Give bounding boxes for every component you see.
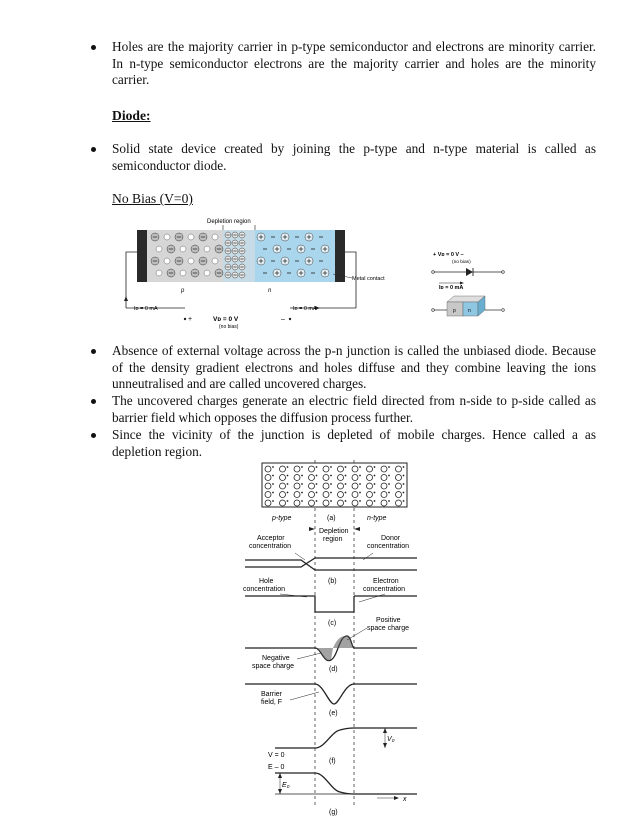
d-label: (d)	[329, 666, 338, 673]
free-electron	[345, 483, 347, 485]
free-hole	[272, 475, 274, 477]
diode-bullet	[91, 141, 596, 174]
pn-block-p: p	[453, 308, 456, 314]
bullet-dot	[91, 147, 96, 152]
free-electron	[388, 475, 390, 477]
vo-label: V₀	[387, 736, 395, 743]
acceptor-ion	[215, 245, 223, 253]
junction-profile-figure	[235, 460, 425, 820]
x-axis-label: x	[403, 796, 407, 803]
free-electron	[403, 492, 405, 494]
free-hole	[301, 466, 303, 468]
bullet-dot	[91, 45, 96, 50]
carriers-bullet	[91, 39, 596, 89]
free-hole	[330, 466, 332, 468]
acceptor-ion	[167, 269, 175, 277]
p-type-label: p-type	[272, 515, 292, 522]
free-electron	[403, 500, 405, 502]
free-hole	[287, 483, 289, 485]
negative-label: Negative	[262, 655, 290, 662]
no-bias-heading: No Bias (V=0)	[112, 191, 193, 206]
depletion-ion	[232, 272, 238, 278]
depletion-region-label: Depletion region	[207, 219, 251, 225]
free-hole	[330, 492, 332, 494]
acceptor-ion	[191, 269, 199, 277]
free-electron	[374, 475, 376, 477]
free-hole	[301, 483, 303, 485]
depletion-ion	[239, 240, 245, 246]
hole	[212, 258, 218, 264]
free-electron	[374, 483, 376, 485]
donor-ion	[281, 257, 289, 265]
depletion-ion	[232, 232, 238, 238]
depletion-ion	[225, 248, 231, 254]
n-type-label: n-type	[367, 515, 387, 522]
free-electron	[374, 492, 376, 494]
donor-ion	[257, 257, 265, 265]
diode-symbol-voltage: + Vᴅ = 0 V –	[433, 252, 464, 258]
no-bias-label: (no bias)	[219, 324, 239, 330]
acceptor-ion	[175, 233, 183, 241]
bullet-text: Absence of external voltage across the p-n junction is called the unbiased diode. Because of the density gradient electrons and holes diffuse and they combine leaving the ions unneutralised and are called uncovered charges.	[112, 343, 596, 392]
hole-label: Hole	[259, 578, 274, 585]
bullet-text: Holes are the majority carrier in p-type semiconductor and electrons are minority carrier. In n-type semiconductor electrons are the majority carrier and holes are the minority carrier.	[112, 39, 596, 88]
pn-junction-figure	[115, 212, 520, 332]
hole	[180, 246, 186, 252]
depletion-label: Depletion	[319, 528, 349, 535]
bullet-dot	[91, 399, 96, 404]
free-electron	[388, 483, 390, 485]
negative-charge-label: space charge	[252, 663, 295, 670]
diode-symbol-no-bias: (no bias)	[452, 260, 471, 265]
plus-terminal: +	[188, 316, 193, 323]
donor-ion	[273, 269, 281, 277]
acceptor-label: Acceptor	[257, 535, 285, 542]
hole	[156, 270, 162, 276]
free-electron	[374, 500, 376, 502]
free-electron	[388, 492, 390, 494]
free-hole	[316, 492, 318, 494]
barrier-field-bullet	[91, 393, 596, 426]
depletion-ion	[239, 256, 245, 262]
free-electron	[359, 483, 361, 485]
depletion-ion	[225, 240, 231, 246]
a-label: (a)	[327, 515, 336, 522]
donor-label: Donor	[381, 535, 401, 542]
barrier-label: Barrier	[261, 691, 283, 698]
free-electron	[345, 466, 347, 468]
depletion-ion	[239, 272, 245, 278]
donor-ion	[305, 233, 313, 241]
free-electron	[388, 500, 390, 502]
depletion-ion	[239, 232, 245, 238]
free-electron	[374, 466, 376, 468]
donor-ion	[257, 233, 265, 241]
hole-conc-label: concentration	[243, 586, 286, 593]
donor-ion	[305, 257, 313, 265]
free-electron	[359, 466, 361, 468]
positive-label: Positive	[376, 617, 401, 624]
bullet-text: Since the vicinity of the junction is depleted of mobile charges. Hence called a as depletion region.	[112, 427, 596, 459]
hole	[180, 270, 186, 276]
b-label: (b)	[328, 578, 337, 585]
f-label: (f)	[329, 758, 336, 765]
acceptor-ion	[215, 269, 223, 277]
e0-label: E – 0	[268, 764, 285, 771]
free-electron	[403, 466, 405, 468]
depletion-ion	[239, 248, 245, 254]
free-hole	[316, 483, 318, 485]
free-hole	[287, 492, 289, 494]
free-hole	[301, 492, 303, 494]
free-electron	[403, 483, 405, 485]
hole	[188, 258, 194, 264]
acceptor-conc-label: concentration	[249, 543, 292, 550]
free-electron	[345, 500, 347, 502]
hole	[204, 270, 210, 276]
metal-contact-label: Metal contact	[352, 276, 385, 282]
free-hole	[330, 500, 332, 502]
hole	[212, 234, 218, 240]
free-hole	[287, 500, 289, 502]
free-hole	[272, 483, 274, 485]
diode-symbol-current: Iᴅ = 0 mA	[439, 285, 464, 291]
free-hole	[287, 475, 289, 477]
donor-ion	[321, 245, 329, 253]
depletion-ion	[225, 264, 231, 270]
acceptor-ion	[151, 233, 159, 241]
depletion-bullet	[91, 427, 596, 460]
free-hole	[316, 475, 318, 477]
diode-heading: Diode:	[112, 108, 151, 123]
electron-label: Electron	[373, 578, 399, 585]
acceptor-ion	[175, 257, 183, 265]
free-electron	[403, 475, 405, 477]
donor-ion	[297, 245, 305, 253]
c-label: (c)	[328, 620, 337, 627]
depletion-ion	[232, 256, 238, 262]
depletion-ion	[232, 240, 238, 246]
id-right-label: Iᴅ = 0 mA	[293, 306, 317, 312]
v0-label: V = 0	[268, 752, 285, 759]
acceptor-ion	[199, 257, 207, 265]
free-hole	[316, 466, 318, 468]
vd-label: Vᴅ = 0 V	[213, 316, 239, 323]
free-electron	[345, 475, 347, 477]
depletion-ion	[225, 232, 231, 238]
hole	[164, 258, 170, 264]
free-hole	[272, 466, 274, 468]
bullet-text: Solid state device created by joining the p-type and n-type material is called as semiconductor diode.	[112, 141, 596, 173]
free-hole	[330, 475, 332, 477]
donor-ion	[321, 269, 329, 277]
free-hole	[301, 500, 303, 502]
positive-charge-label: space charge	[367, 625, 410, 632]
unbiased-bullet	[91, 343, 596, 393]
free-electron	[345, 492, 347, 494]
hole	[164, 234, 170, 240]
acceptor-ion	[199, 233, 207, 241]
donor-conc-label: concentration	[367, 543, 410, 550]
depletion-ion	[225, 256, 231, 262]
free-hole	[287, 466, 289, 468]
pn-block-n: n	[468, 308, 471, 314]
donor-ion	[273, 245, 281, 253]
minus-terminal: –	[281, 316, 285, 323]
donor-ion	[281, 233, 289, 241]
free-hole	[272, 492, 274, 494]
eo-label: E₀	[282, 782, 290, 789]
acceptor-ion	[167, 245, 175, 253]
depletion-ion	[232, 248, 238, 254]
donor-ion	[297, 269, 305, 277]
acceptor-ion	[191, 245, 199, 253]
free-hole	[316, 500, 318, 502]
free-electron	[359, 500, 361, 502]
electron-conc-label: concentration	[363, 586, 406, 593]
barrier-field-label: field, F	[261, 699, 283, 706]
hole	[204, 246, 210, 252]
acceptor-ion	[151, 257, 159, 265]
free-hole	[301, 475, 303, 477]
bullet-dot	[91, 349, 96, 354]
hole	[188, 234, 194, 240]
p-label: p	[181, 288, 185, 294]
id-left-label: Iᴅ = 0 mA	[134, 306, 158, 312]
n-label: n	[268, 288, 272, 294]
depletion-ion	[225, 272, 231, 278]
free-electron	[388, 466, 390, 468]
bullet-text: The uncovered charges generate an electric field directed from n-side to p-side called as barrier field which opposes the diffusion process further.	[112, 393, 596, 425]
free-electron	[359, 492, 361, 494]
free-hole	[330, 483, 332, 485]
g-label: (g)	[329, 809, 338, 816]
depletion-ion	[239, 264, 245, 270]
free-hole	[272, 500, 274, 502]
region-label: region	[323, 536, 343, 543]
depletion-ion	[232, 264, 238, 270]
free-electron	[359, 475, 361, 477]
bullet-dot	[91, 433, 96, 438]
e-label: (e)	[329, 710, 338, 717]
hole	[156, 246, 162, 252]
